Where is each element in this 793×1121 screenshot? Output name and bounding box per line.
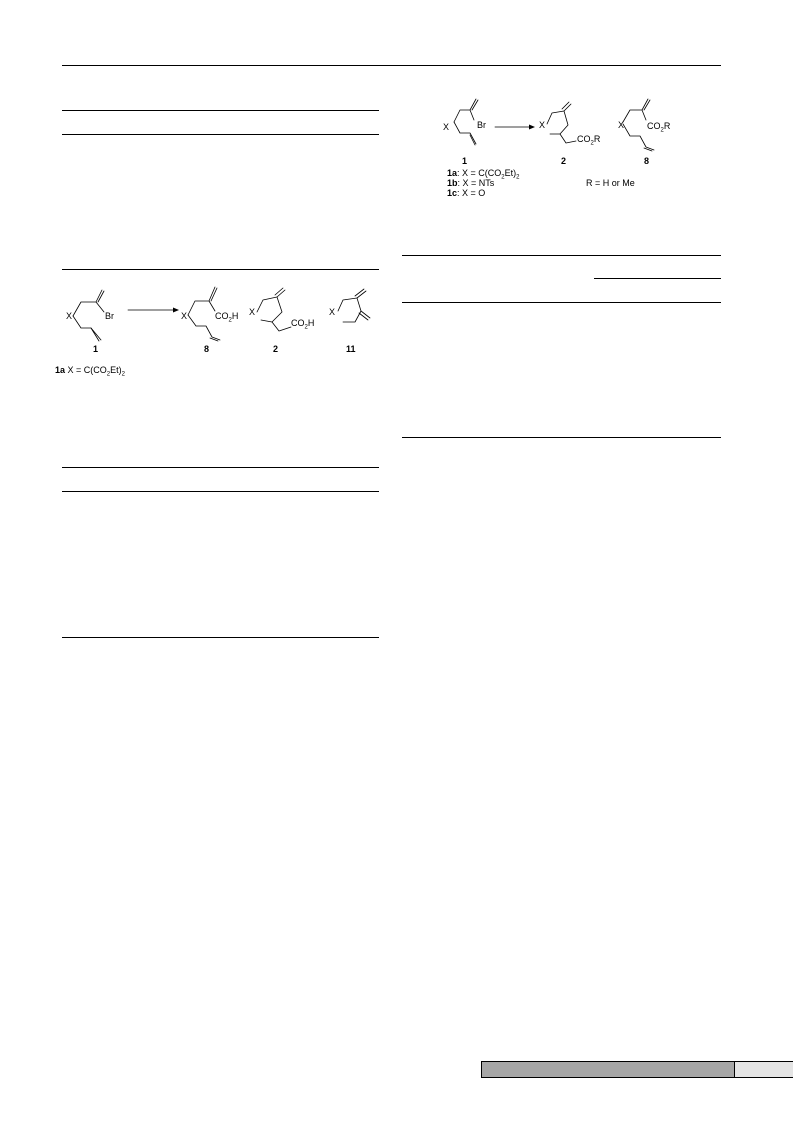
table3-header-rule (402, 302, 721, 303)
atom-co2h: $CO_2H$ (291, 318, 315, 331)
compound-2-structure (539, 102, 601, 147)
legend-label-1a: 1a (55, 365, 66, 375)
atom-co2r: $CO_2R$ (647, 121, 671, 134)
atom-br: Br (477, 120, 486, 130)
compound-label-8: 8 (644, 156, 650, 166)
table2-bottom-rule (62, 637, 379, 638)
legend-line-1c: 1c: X = O (447, 188, 486, 198)
compound-1-structure (66, 290, 114, 341)
scheme-left-legend: 1a $X = C(CO_2Et)_2$ (55, 365, 125, 378)
compound-8-structure (618, 99, 671, 151)
compound-label-1: 1 (93, 344, 99, 354)
compound-1-structure (443, 99, 486, 145)
legend-line-1a: 1a: $X = C(CO_2Et)_2$ (447, 168, 520, 181)
r-group-note: R = H or Me (586, 178, 635, 188)
atom-x: X (618, 120, 625, 130)
atom-co2r: $CO_2R$ (577, 134, 601, 147)
compound-11-structure (329, 289, 370, 322)
compound-label-2: 2 (273, 344, 279, 354)
atom-x: X (181, 311, 188, 321)
compound-2-structure (249, 288, 314, 331)
footer-bar (481, 1061, 735, 1078)
scheme-right (440, 92, 700, 202)
reaction-arrow (495, 125, 535, 130)
reaction-arrow (128, 308, 179, 313)
atom-x: X (443, 122, 450, 132)
atom-br: Br (105, 311, 114, 321)
compound-8-structure (181, 287, 238, 341)
atom-co2h: $CO_2H$ (215, 311, 239, 324)
table1-top-rule (62, 110, 379, 111)
atom-x: X (249, 307, 256, 317)
scheme-left (55, 278, 385, 378)
compound-label-1: 1 (462, 156, 468, 166)
table3-subheader-rule (594, 278, 721, 279)
page-header-rule (62, 65, 721, 66)
footer-page-tab (735, 1061, 793, 1078)
table2-top-rule (62, 467, 379, 468)
table1-header-rule (62, 134, 379, 135)
compound-label-8: 8 (204, 344, 210, 354)
table2-header-rule (62, 491, 379, 492)
atom-x: X (66, 311, 73, 321)
table3-bottom-rule (402, 437, 721, 438)
atom-x: X (329, 307, 336, 317)
table3-top-rule (402, 255, 721, 256)
table1-bottom-rule (62, 269, 379, 270)
compound-label-2: 2 (561, 156, 567, 166)
atom-x: X (539, 120, 546, 130)
compound-label-11: 11 (346, 344, 356, 354)
legend-line-1b: 1b: X = NTs (447, 178, 495, 188)
